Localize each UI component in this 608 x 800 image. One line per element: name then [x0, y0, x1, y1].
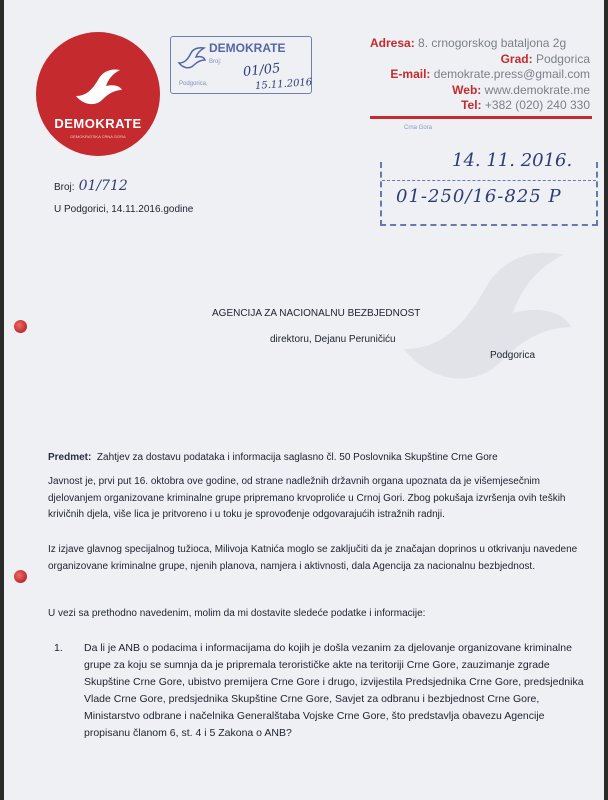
- stamp-line: Broj:: [209, 59, 222, 65]
- binder-hole: [14, 570, 27, 583]
- letter-page: [4, 0, 604, 800]
- recipient-agency: AGENCIJA ZA NACIONALNU BEZBJEDNOST: [212, 308, 421, 319]
- stamp-handwritten-number: 01/05: [242, 61, 282, 80]
- list-item-number: 1.: [54, 642, 63, 654]
- place-date: U Podgorici, 14.11.2016.godine: [54, 204, 194, 215]
- recipient-person: direktoru, Dejanu Peruničiću: [270, 334, 396, 345]
- contact-city: Grad: Podgorica: [500, 51, 590, 66]
- list-item-text: Da li je ANB o podacima i informacijama do kojih je došla vezanim za djelovanje organizovane kriminalne grupe za koju se sumnja da je pripremala terorističke akte na teritoriji Crne Gore, zauzimanje zgrade Skupštine Crne Gore, ubistvo premijera Crne Gore i drugo, izvijestila Predsjednika Crne Gore, predsjednika Vlade Crne Gore, predsjednika Skupštine Crne Gore, Savjet za odbranu i bezbjednost Crne Gore, Ministarstvo odbrane i načelnika Generalštaba Vojske Crne Gore, što predstavlja obavezu Agencije propisanu članom 6, st. 4 i 5 Zakona o ANB?: [84, 642, 584, 739]
- contact-web: Web: www.demokrate.me: [452, 82, 590, 97]
- logo-name: DEMOKRATE: [54, 116, 142, 131]
- registry-handwritten-number: 01-250/16-825 P: [396, 186, 562, 207]
- logo-tagline: DEMOKRATSKA CRNA GORA: [70, 134, 126, 139]
- registry-stamp-header: Crna Gora: [404, 125, 433, 131]
- contact-email: E-mail: demokrate.press@gmail.com: [390, 67, 590, 81]
- list-item: [54, 640, 584, 742]
- dove-watermark-icon: [384, 240, 584, 400]
- binder-hole: [14, 320, 27, 333]
- stamp-divider: [382, 180, 596, 181]
- header-divider: [370, 116, 592, 119]
- incoming-stamp: [170, 36, 312, 94]
- stamp-line: Podgorica,: [179, 81, 208, 87]
- bird-icon: [177, 45, 207, 71]
- stamp-title: DEMOKRATE: [209, 41, 286, 55]
- recipient-city: Podgorica: [490, 350, 536, 361]
- paragraph: Iz izjave glavnog specijalnog tužioca, Milivoja Katnića moglo se zaključiti da je značajan doprinos u otkrivanju navedene organizovane kriminalne grupe, njenih planova, namjera i aktivnosti, dala Agencija za nacionalnu bezbjednost.: [48, 544, 578, 572]
- contact-address: Adresa: 8. crnogorskog bataljona 2g: [370, 36, 567, 50]
- paragraph: U vezi sa prethodno navedenim, molim da mi dostavite sledeće podatke i informacije:: [48, 608, 426, 619]
- subject-line: Predmet: Zahtjev za dostavu podataka i informacija saglasno čl. 50 Poslovnika Skupštine Crne Gore: [48, 452, 498, 463]
- contact-block: [370, 36, 590, 114]
- registry-stamp: [380, 150, 598, 226]
- document-number: Broj: 01/712: [54, 178, 128, 194]
- registry-handwritten-date: 14. 11. 2016.: [452, 150, 573, 171]
- contact-tel: Tel: +382 (020) 240 330: [461, 98, 590, 112]
- paragraph: Javnost je, prvi put 16. oktobra ove godine, od strane nadležnih državnih organa upoznata da je višemjesečnim djelovanjem organizovane kriminalne grupe pripremano krvoproliće u Crnoj Gori. Zbog pokušaja izvršenja ovih teških krivičnih djela, više lica je pritvoreno i u toku je sprovođenje odgovarajućih istražnih radnji.: [48, 476, 566, 520]
- stamp-handwritten-date: 15.11.2016: [254, 77, 313, 92]
- party-logo: [36, 32, 160, 156]
- dove-icon: [72, 66, 124, 110]
